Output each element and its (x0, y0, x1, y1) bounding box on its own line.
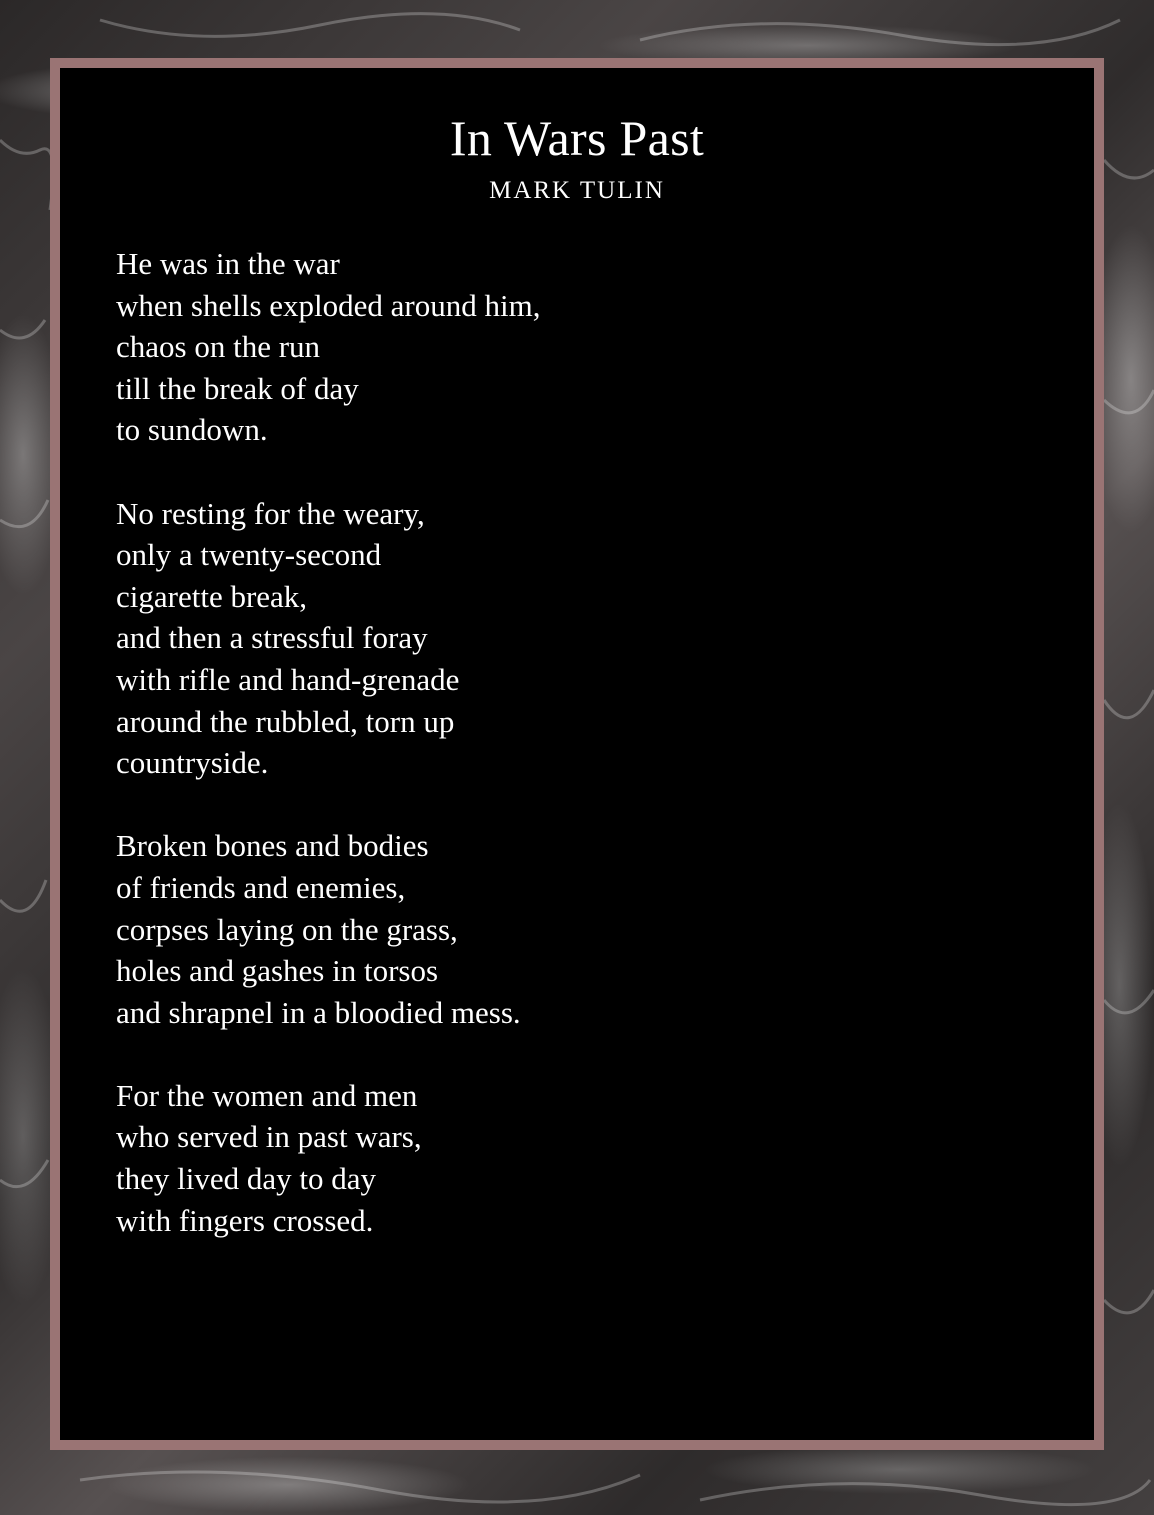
poem-line: corpses laying on the grass, (116, 911, 458, 947)
poem-line: with fingers crossed. (116, 1202, 374, 1238)
poem-body (116, 243, 1054, 1283)
poem-line: countryside. (116, 745, 269, 781)
stanza-4 (116, 1075, 1054, 1241)
poem-line: chaos on the run (116, 329, 321, 365)
poem-line: Broken bones and bodies (116, 828, 429, 864)
poem-line: to sundown. (116, 412, 268, 448)
stanza-2 (116, 493, 1054, 784)
poem-line: holes and gashes in torsos (116, 953, 439, 989)
poem-frame (50, 58, 1104, 1450)
stanza-3 (116, 825, 1054, 1033)
poem-line: He was in the war (116, 246, 340, 281)
poem-line: cigarette break, (116, 578, 308, 614)
stanza-1 (116, 243, 1054, 451)
poem-line: when shells exploded around him, (116, 287, 541, 323)
poem-line: till the break of day (116, 370, 359, 406)
poem-author: MARK TULIN (489, 177, 665, 204)
poem-line: of friends and enemies, (116, 869, 406, 905)
poem-line: and shrapnel in a bloodied mess. (116, 994, 521, 1030)
poem-line: only a twenty-second (116, 537, 382, 573)
poem-line: No resting for the weary, (116, 495, 425, 531)
poem-line: around the rubbled, torn up (116, 703, 455, 739)
poem-line: with rifle and hand-grenade (116, 661, 460, 697)
poem-line: and then a stressful foray (116, 620, 428, 656)
poem-line: For the women and men (116, 1077, 418, 1113)
poem-line: they lived day to day (116, 1161, 376, 1197)
poem-title: In Wars Past (449, 110, 705, 166)
poem-panel (60, 68, 1094, 1440)
poem-line: who served in past wars, (116, 1119, 422, 1155)
